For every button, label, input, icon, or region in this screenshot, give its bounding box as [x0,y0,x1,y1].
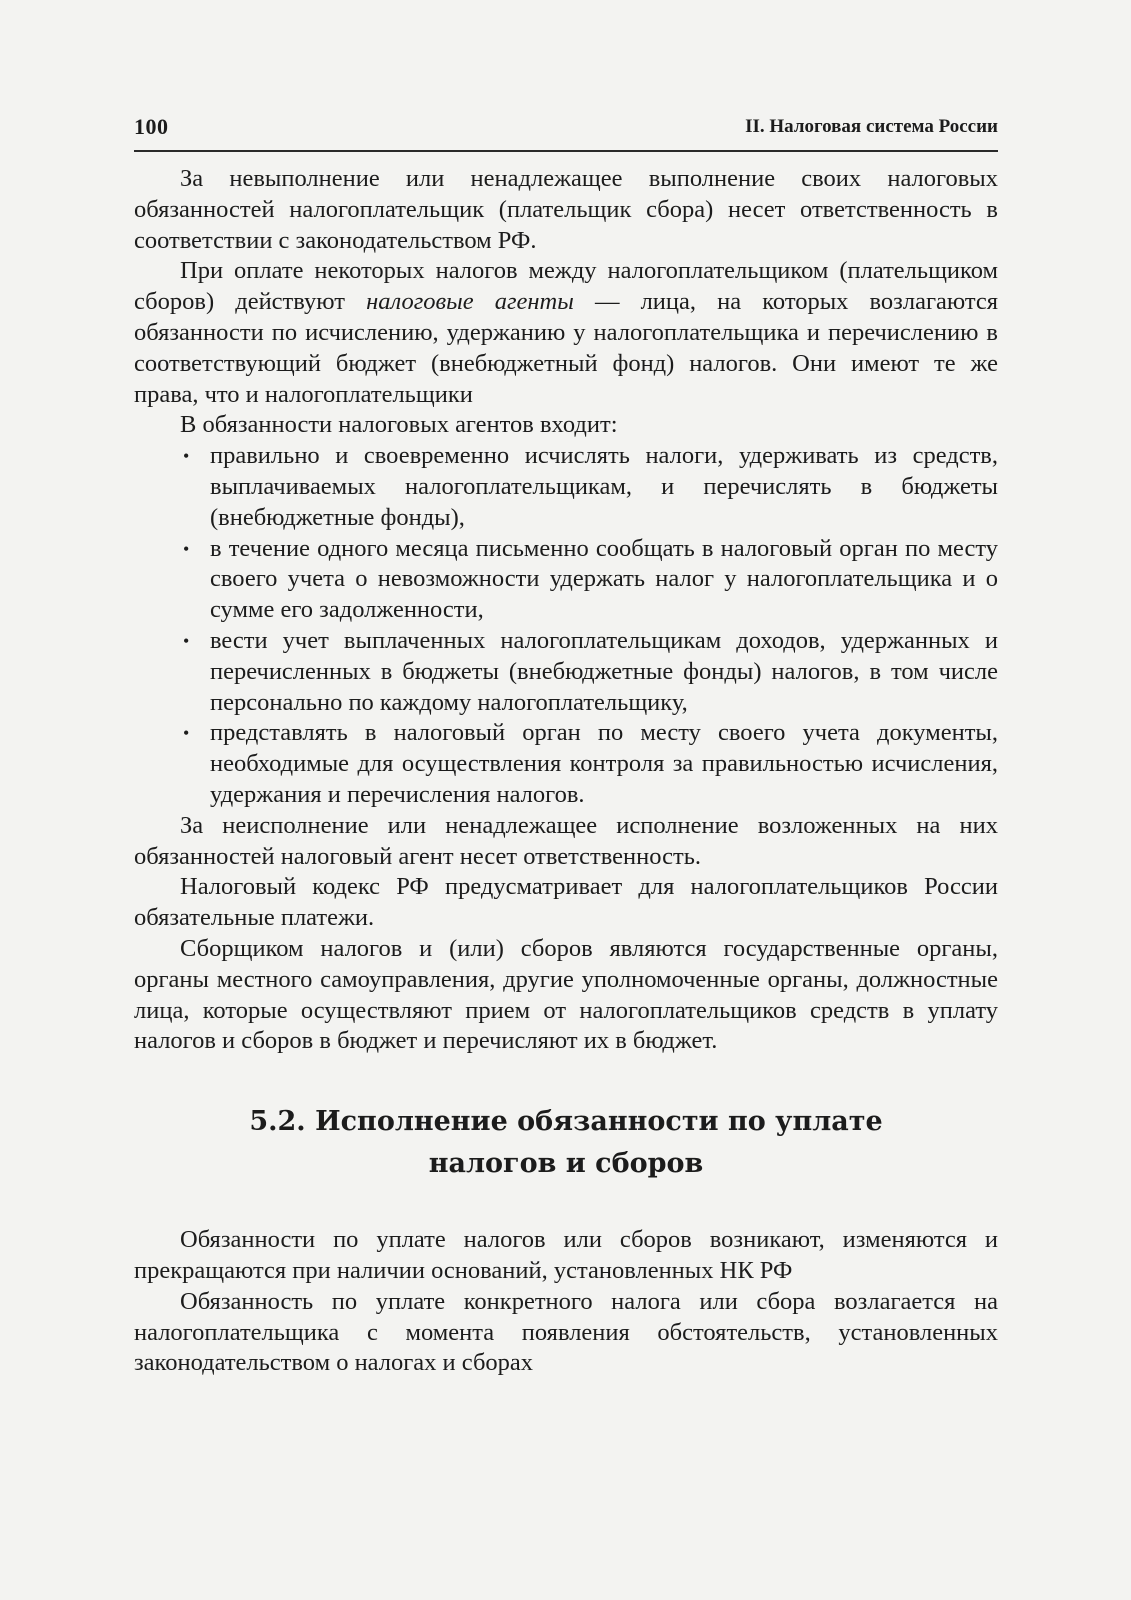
list-item-text: в течение одного месяца письменно сообщать в налоговый орган по месту своего учета о невозможности удержать налог у налогоплательщика и о сумме его задолженности, [210,534,998,624]
list-item-text: вести учет выплаченных налогоплательщикам доходов, удержанных и перечисленных в бюджеты (внебюджетные фонды) налогов, в том числе персонально по каждому налогоплательщику, [210,626,998,716]
bullet-icon: • [183,538,190,559]
paragraph-tax-collectors: Сборщиком налогов и (или) сборов являются государственные органы, органы местного самоуправления, другие уполномоченные органы, должностные лица, которые осуществляют прием от налогоплательщиков средств в уплату налогов и сборов в бюджет и перечисляют их в бюджет. [134,934,998,1055]
page-body [134,164,998,1379]
tax-agents-text-after: — лица, на которых возлагаются обязанности по исчислению, удержанию у налогоплательщика и перечислению в соответствующий бюджет (внебюджетный фонд) налогов. Они имеют те же права, что и налогоплательщики [134,288,999,408]
list-item [183,441,998,533]
list-item-text: представлять в налоговый орган по месту своего учета документы, необходимые для осуществления контроля за правильностью исчисления, удержания и перечисления налогов. [210,719,998,808]
bullet-icon: • [183,723,190,744]
bullet-icon: • [183,630,190,651]
page-number: 100 [134,114,169,139]
section-title [134,1101,998,1185]
tax-agents-text-before: При оплате некоторых налогов между налогоплательщиком (плательщиком сборов) действуют [134,257,998,316]
paragraph-specific-tax-obligation: Обязанность по уплате конкретного налога или сбора возлагается на налогоплательщика с момента появления обстоятельств, установленных законодательством о налогах и сборах [134,1287,998,1377]
paragraph-mandatory-payments: Налоговый кодекс РФ предусматривает для налогоплательщиков России обязательные платежи. [134,873,998,932]
page-header [134,112,998,152]
list-item [183,626,998,718]
tax-agents-term: налоговые агенты [366,288,574,316]
bullet-icon: • [183,446,190,467]
paragraph-agent-liability: За неисполнение или ненадлежащее исполнение возложенных на них обязанностей налоговый агент несет ответственность. [134,811,998,870]
list-item [183,718,998,810]
list-item-text: правильно и своевременно исчислять налоги, удерживать из средств, выплачиваемых налогоплательщикам, и перечислять в бюджеты (внебюджетные фонды), [210,442,998,531]
agents-duties-intro: В обязанности налоговых агентов входит: [180,411,618,439]
running-head: II. Налоговая система России [745,116,998,137]
agents-duties-list [134,441,998,811]
list-item [183,534,998,626]
section-title-line-2: налогов и сборов [428,1148,704,1180]
section-title-line-1: 5.2. Исполнение обязанности по уплате [249,1106,883,1138]
paragraph-tax-agents [134,256,998,410]
paragraph-responsibility: За невыполнение или ненадлежащее выполнение своих налоговых обязанностей налогоплательщик (плательщик сбора) несет ответственность в соответствии с законодательством РФ. [134,165,998,254]
paragraph-obligations-arise: Обязанности по уплате налогов или сборов возникают, изменяются и прекращаются при наличии оснований, установленных НК РФ [134,1226,998,1284]
